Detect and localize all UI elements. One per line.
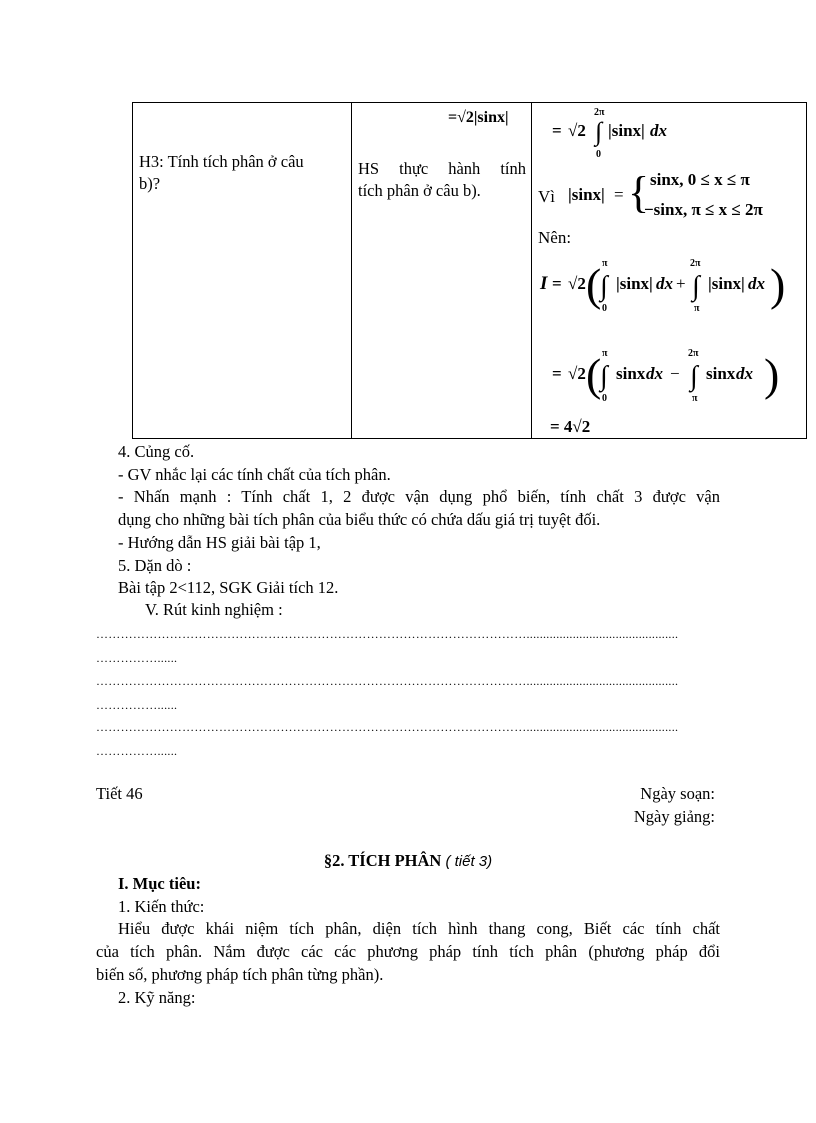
svg-text:sinx: sinx xyxy=(616,364,646,383)
knowledge-line1: Hiểu được khái niệm tích phân, diện tích hình thang cong, Biết các tính chất xyxy=(118,919,720,938)
review-dots-3b: ……………...... xyxy=(96,744,178,758)
svg-text:|sinx|: |sinx| xyxy=(708,274,745,293)
nen-label: Nên: xyxy=(538,228,572,247)
svg-text:∫: ∫ xyxy=(595,117,603,146)
partial-formula: =√2|sinx| xyxy=(448,109,509,126)
svg-text:dx: dx xyxy=(646,364,663,383)
section4-line3: dụng cho những bài tích phân của biểu thức có chứa dấu giá trị tuyệt đối. xyxy=(118,510,601,529)
svg-text:π: π xyxy=(602,348,608,359)
svg-text:): ) xyxy=(770,259,786,310)
question-line-2: b)? xyxy=(139,174,161,193)
section4-line2: - Nhấn mạnh : Tính chất 1, 2 được vận dụng phổ biến, tính chất 3 được vận xyxy=(118,487,720,506)
svg-text:=: = xyxy=(614,185,624,204)
svg-text:√2: √2 xyxy=(568,274,586,293)
section4-heading: 4. Củng cố. xyxy=(118,442,195,461)
lesson-number: Tiết 46 xyxy=(96,784,143,803)
section5-heading: 5. Dặn dò : xyxy=(118,556,192,575)
prep-date-label: Ngày soạn: xyxy=(640,784,715,803)
lesson-title-main: §2. TÍCH PHÂN xyxy=(323,851,442,870)
svg-text:|sinx|: |sinx| xyxy=(568,185,605,204)
svg-text:−: − xyxy=(670,364,680,383)
svg-text:{: { xyxy=(628,168,650,217)
solution-math xyxy=(532,103,806,439)
knowledge-heading: 1. Kiến thức: xyxy=(118,897,205,916)
svg-text:∫: ∫ xyxy=(600,361,608,392)
review-dots-2b: ……………...... xyxy=(96,698,178,712)
svg-text:): ) xyxy=(764,349,780,400)
case-1: sinx, 0 ≤ x ≤ π xyxy=(650,170,750,189)
student-line-2: tích phân ở câu b). xyxy=(358,181,481,200)
lesson-title xyxy=(0,850,816,873)
vi-label: Vì xyxy=(538,187,555,206)
knowledge-line2: của tích phân. Nắm được các các phương pháp tính tích phân (phương pháp đổi xyxy=(96,942,720,961)
solution-column xyxy=(532,103,807,439)
svg-text:|sinx|: |sinx| xyxy=(616,274,653,293)
svg-text:(: ( xyxy=(586,349,602,400)
section4-line4: - Hướng dẫn HS giải bài tập 1, xyxy=(118,533,321,552)
knowledge-line3: biến số, phương pháp tích phân từng phần). xyxy=(96,965,384,984)
svg-text:π: π xyxy=(602,258,608,269)
case-2: −sinx, π ≤ x ≤ 2π xyxy=(644,200,763,219)
svg-text:dx: dx xyxy=(748,274,765,293)
svg-text:0: 0 xyxy=(596,149,601,160)
svg-text:2π: 2π xyxy=(690,258,701,269)
svg-text:=: = xyxy=(552,121,562,140)
svg-text:dx: dx xyxy=(656,274,673,293)
svg-text:√2: √2 xyxy=(568,121,586,140)
svg-text:√2: √2 xyxy=(568,364,586,383)
svg-text:∫: ∫ xyxy=(600,271,608,302)
review-dots-1b: ……………...... xyxy=(96,651,178,665)
section4-line1: - GV nhắc lại các tính chất của tích phân. xyxy=(118,465,391,484)
lesson-title-sub: ( tiết 3) xyxy=(445,853,493,870)
section5-line1: Bài tập 2<112, SGK Giải tích 12. xyxy=(118,578,339,597)
svg-text:2π: 2π xyxy=(688,348,699,359)
review-dots-1: …………………………………………………………………………………………….............................................. xyxy=(96,627,679,641)
svg-text:π: π xyxy=(694,303,700,314)
svg-text:+: + xyxy=(676,274,686,293)
svg-text:=: = xyxy=(552,364,562,383)
review-dots-3: …………………………………………………………………………………………….............................................. xyxy=(96,720,679,734)
svg-text:π: π xyxy=(692,393,698,404)
svg-text:0: 0 xyxy=(602,393,607,404)
student-line-1: HS thực hành tính xyxy=(358,159,526,178)
student-column xyxy=(352,103,532,439)
svg-text:=: = xyxy=(552,274,562,293)
svg-text:∫: ∫ xyxy=(692,271,700,302)
review-heading: V. Rút kinh nghiệm : xyxy=(145,600,283,619)
svg-text:0: 0 xyxy=(602,303,607,314)
svg-text:dx: dx xyxy=(650,121,667,140)
svg-text:I: I xyxy=(540,273,548,294)
final-result: = 4√2 xyxy=(550,417,591,436)
question-line-1: H3: Tính tích phân ở câu xyxy=(139,152,304,171)
svg-text:|sinx|: |sinx| xyxy=(608,121,645,140)
review-dots-2: …………………………………………………………………………………………….............................................. xyxy=(96,674,679,688)
teacher-column xyxy=(133,103,352,439)
svg-text:(: ( xyxy=(586,259,602,310)
skills-heading: 2. Kỹ năng: xyxy=(118,988,196,1007)
svg-text:dx: dx xyxy=(736,364,753,383)
svg-text:sinx: sinx xyxy=(706,364,736,383)
svg-text:2π: 2π xyxy=(594,107,605,118)
svg-text:∫: ∫ xyxy=(690,361,698,392)
teach-date-label: Ngày giảng: xyxy=(633,807,715,826)
activity-table xyxy=(132,102,807,439)
objectives-heading: I. Mục tiêu: xyxy=(118,874,201,893)
